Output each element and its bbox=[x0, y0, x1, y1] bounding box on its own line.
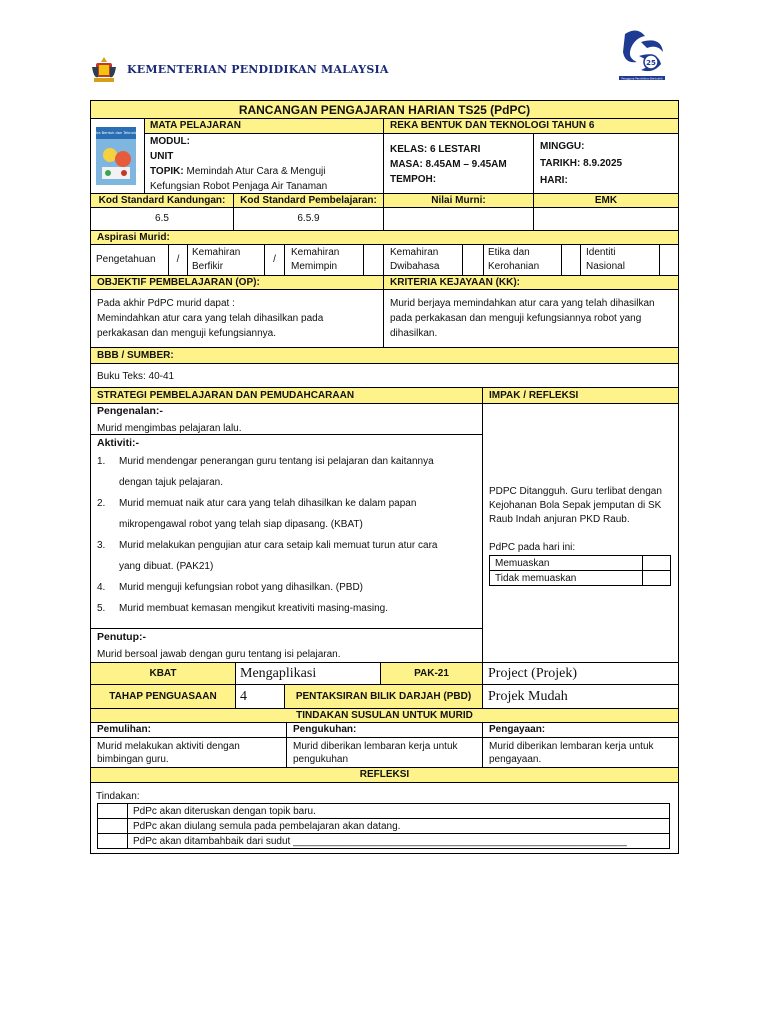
aspirasi-identiti-b: Nasional bbox=[586, 261, 625, 272]
aspirasi-pengetahuan: Pengetahuan bbox=[96, 254, 156, 265]
refleksi-option-label: PdPc akan diulang semula pada pembelajaran akan datang. bbox=[128, 819, 670, 834]
tahap-label: TAHAP PENGUASAAN bbox=[90, 684, 236, 709]
impak-option-label: Tidak memuaskan bbox=[490, 571, 643, 586]
refleksi-option-row bbox=[98, 804, 670, 819]
pemulihan-label: Pemulihan: bbox=[97, 724, 151, 735]
pengayaan-line1: Murid diberikan lembaran kerja untuk bbox=[489, 741, 654, 752]
objektif-header bbox=[90, 275, 384, 290]
kbat-label: KBAT bbox=[90, 662, 236, 685]
pengenalan-text: Murid mengimbas pelajaran lalu. bbox=[97, 423, 242, 434]
kriteria-line1: Murid berjaya memindahkan atur cara yang telah dihasilkan bbox=[390, 298, 655, 309]
tarikh: TARIKH: 8.9.2025 bbox=[540, 158, 623, 169]
strategi-label: STRATEGI PEMBELAJARAN DAN PEMUDAHCARAAN bbox=[97, 390, 355, 401]
aspirasi-dwibahasa-a: Kemahiran bbox=[390, 247, 439, 258]
kriteria-line3: dihasilkan. bbox=[390, 328, 438, 339]
emk-label: EMK bbox=[533, 193, 679, 208]
aspirasi-identiti-mark bbox=[659, 244, 679, 276]
kod-pembelajaran-value: 6.5.9 bbox=[233, 207, 384, 231]
minggu: MINGGU: bbox=[540, 141, 585, 152]
impak-option-label: Memuaskan bbox=[490, 556, 643, 571]
aktiviti-label: Aktiviti:- bbox=[97, 437, 139, 449]
hari: HARI: bbox=[540, 175, 568, 186]
aspirasi-berfikir-a: Kemahiran bbox=[192, 247, 241, 258]
aspirasi-memimpin-mark bbox=[363, 244, 384, 276]
aktiviti-item: 5. Murid membuat kemasan mengikut kreativiti masing-masing. bbox=[97, 603, 388, 614]
kod-kandungan-value: 6.5 bbox=[90, 207, 234, 231]
logo-caption: Pengguna Pendidikan Berkualiti bbox=[621, 77, 663, 81]
pengukuhan-label: Pengukuhan: bbox=[293, 724, 357, 735]
refleksi-option-row bbox=[98, 834, 670, 849]
subject-label: MATA PELAJARAN bbox=[150, 120, 241, 131]
topic-line bbox=[150, 165, 325, 179]
impak-body bbox=[482, 403, 679, 663]
date-info-cell bbox=[533, 133, 679, 194]
penutup-label: Penutup:- bbox=[97, 631, 146, 643]
impak-line1: PDPC Ditangguh. Guru terlibat dengan bbox=[489, 486, 662, 497]
objektif-line3: perkakasan dan menguji kefungsiannya. bbox=[97, 328, 277, 339]
impak-hari-ini: PdPC pada hari ini: bbox=[489, 542, 576, 553]
refleksi-tindakan-label: Tindakan: bbox=[96, 791, 140, 802]
kriteria-label: KRITERIA KEJAYAAN (KK): bbox=[390, 277, 521, 288]
subject-label-cell bbox=[144, 118, 384, 134]
pengukuhan-line2: pengukuhan bbox=[293, 754, 349, 765]
impak-options-table bbox=[489, 555, 671, 586]
pengayaan-header bbox=[482, 722, 679, 738]
objektif-line2: Memindahkan atur cara yang telah dihasilkan pada bbox=[97, 313, 324, 324]
aspirasi-etika-mark bbox=[561, 244, 581, 276]
pengenalan-section bbox=[90, 403, 483, 435]
logo-number: 25 bbox=[646, 59, 656, 67]
pengukuhan-header bbox=[286, 722, 483, 738]
topik-line1: Memindah Atur Cara & Menguji bbox=[183, 166, 326, 177]
aspirasi-etika-a: Etika dan bbox=[488, 247, 530, 258]
kelas: KELAS: 6 LESTARI bbox=[390, 144, 481, 155]
pengayaan-line2: pengayaan. bbox=[489, 754, 542, 765]
strategi-header bbox=[90, 387, 483, 404]
objektif-label: OBJEKTIF PEMBELAJARAN (OP): bbox=[97, 277, 260, 288]
aspirasi-berfikir-b: Berfikir bbox=[192, 261, 224, 272]
textbook-cover-cell bbox=[90, 118, 145, 194]
refleksi-options-table bbox=[97, 803, 670, 849]
subject-value: REKA BENTUK DAN TEKNOLOGI TAHUN 6 bbox=[390, 120, 595, 131]
aktiviti-list bbox=[97, 456, 438, 624]
subject-value-cell bbox=[383, 118, 679, 134]
pemulihan-body bbox=[90, 737, 287, 768]
ts25-logo-icon bbox=[617, 28, 667, 83]
unit-label: UNIT bbox=[150, 151, 174, 162]
aspirasi-dwibahasa-b: Dwibahasa bbox=[390, 261, 440, 272]
pengayaan-body bbox=[482, 737, 679, 768]
aspirasi-identiti-a: Identiti bbox=[586, 247, 616, 258]
bbb-label: BBB / SUMBER: bbox=[97, 350, 174, 361]
pbd-label: PENTAKSIRAN BILIK DARJAH (PBD) bbox=[284, 684, 483, 709]
objektif-body bbox=[90, 289, 384, 348]
masa: MASA: 8.45AM – 9.45AM bbox=[390, 159, 507, 170]
textbook-cover-title: Reka Bentuk dan Teknologi bbox=[91, 131, 141, 135]
impak-option-checkbox[interactable] bbox=[643, 556, 671, 571]
kod-kandungan-label: Kod Standard Kandungan: bbox=[90, 193, 234, 208]
aspirasi-berfikir-mark: / bbox=[264, 244, 285, 276]
refleksi-option-row bbox=[98, 819, 670, 834]
aspirasi-memimpin-a: Kemahiran bbox=[291, 247, 340, 258]
aspirasi-label: Aspirasi Murid: bbox=[97, 232, 170, 243]
pemulihan-line1: Murid melakukan aktiviti dengan bbox=[97, 741, 240, 752]
ministry-name: KEMENTERIAN PENDIDIKAN MALAYSIA bbox=[127, 63, 389, 76]
impak-option-row bbox=[490, 556, 671, 571]
aktiviti-item: mikropengawal robot yang telah siap dipasang. (KBAT) bbox=[119, 519, 363, 530]
aspirasi-header bbox=[90, 230, 679, 245]
aktiviti-item: 2. Murid memuat naik atur cara yang telah dihasilkan ke dalam papan bbox=[97, 498, 417, 509]
topik-label: TOPIK: bbox=[150, 166, 184, 177]
impak-line2: Kejohanan Bola Sepak jemputan di SK bbox=[489, 500, 662, 511]
pemulihan-line2: bimbingan guru. bbox=[97, 754, 169, 765]
ministry-crest-icon bbox=[90, 55, 118, 85]
refleksi-option-label: PdPc akan diteruskan dengan topik baru. bbox=[128, 804, 670, 819]
impak-header bbox=[482, 387, 679, 404]
emk-value bbox=[533, 207, 679, 231]
class-info-cell bbox=[383, 133, 534, 194]
aktiviti-item: 1. Murid mendengar penerangan guru tentang isi pelajaran dan kaitannya bbox=[97, 456, 434, 467]
refleksi-option-checkbox[interactable] bbox=[98, 834, 128, 849]
textbook-cover-icon bbox=[91, 127, 141, 185]
refleksi-header: REFLEKSI bbox=[90, 767, 679, 783]
penutup-section bbox=[90, 628, 483, 663]
pemulihan-header bbox=[90, 722, 287, 738]
impak-label: IMPAK / REFLEKSI bbox=[489, 390, 579, 401]
impak-option-row bbox=[490, 571, 671, 586]
refleksi-option-label: PdPc akan ditambahbaik dari sudut ____________________________________________________________ bbox=[128, 834, 670, 849]
aspirasi-memimpin-b: Memimpin bbox=[291, 261, 338, 272]
pak-value: Project (Projek) bbox=[482, 662, 679, 685]
module-cell bbox=[144, 133, 384, 194]
topik-line2: Kefungsian Robot Penjaga Air Tanaman bbox=[150, 181, 328, 192]
pbd-value: Projek Mudah bbox=[482, 684, 679, 709]
bbb-body bbox=[90, 363, 679, 388]
aktiviti-item: yang dibuat. (PAK21) bbox=[119, 561, 214, 572]
aspirasi-pengetahuan-mark: / bbox=[168, 244, 188, 276]
impak-option-checkbox[interactable] bbox=[643, 571, 671, 586]
kriteria-body bbox=[383, 289, 679, 348]
tindakan-header: TINDAKAN SUSULAN UNTUK MURID bbox=[90, 708, 679, 723]
aspirasi-dwibahasa-mark bbox=[462, 244, 484, 276]
aktiviti-item: 4. Murid menguji kefungsian robot yang dihasilkan. (PBD) bbox=[97, 582, 364, 593]
kbat-value: Mengaplikasi bbox=[235, 662, 381, 685]
bbb-value: Buku Teks: 40-41 bbox=[97, 371, 175, 382]
modul-label: MODUL: bbox=[150, 136, 190, 147]
kriteria-header bbox=[383, 275, 679, 290]
refleksi-option-checkbox[interactable] bbox=[98, 804, 128, 819]
aktiviti-item: dengan tajuk pelajaran. bbox=[119, 477, 223, 488]
tempoh: TEMPOH: bbox=[390, 174, 437, 185]
pengayaan-label: Pengayaan: bbox=[489, 724, 546, 735]
form-title: RANCANGAN PENGAJARAN HARIAN TS25 (PdPC) bbox=[90, 100, 679, 119]
pengukuhan-body bbox=[286, 737, 483, 768]
nilai-murni-label: Nilai Murni: bbox=[383, 193, 534, 208]
kod-pembelajaran-label: Kod Standard Pembelajaran: bbox=[233, 193, 384, 208]
penutup-text: Murid bersoal jawab dengan guru tentang isi pelajaran. bbox=[97, 649, 341, 660]
refleksi-option-checkbox[interactable] bbox=[98, 819, 128, 834]
aktiviti-item: 3. Murid melakukan pengujian atur cara setaip kali memuat turun atur cara bbox=[97, 540, 438, 551]
kriteria-line2: pada perkakasan dan menguji kefungsiannya robot yang bbox=[390, 313, 642, 324]
nilai-murni-value bbox=[383, 207, 534, 231]
aspirasi-etika-b: Kerohanian bbox=[488, 261, 540, 272]
pengenalan-label: Pengenalan:- bbox=[97, 405, 163, 417]
tahap-value: 4 bbox=[235, 684, 285, 709]
pengukuhan-line1: Murid diberikan lembaran kerja untuk bbox=[293, 741, 458, 752]
bbb-header bbox=[90, 347, 679, 364]
objektif-line1: Pada akhir PdPC murid dapat : bbox=[97, 298, 235, 309]
pak-label: PAK-21 bbox=[380, 662, 483, 685]
impak-line3: Raub Indah anjuran PKD Raub. bbox=[489, 514, 630, 525]
